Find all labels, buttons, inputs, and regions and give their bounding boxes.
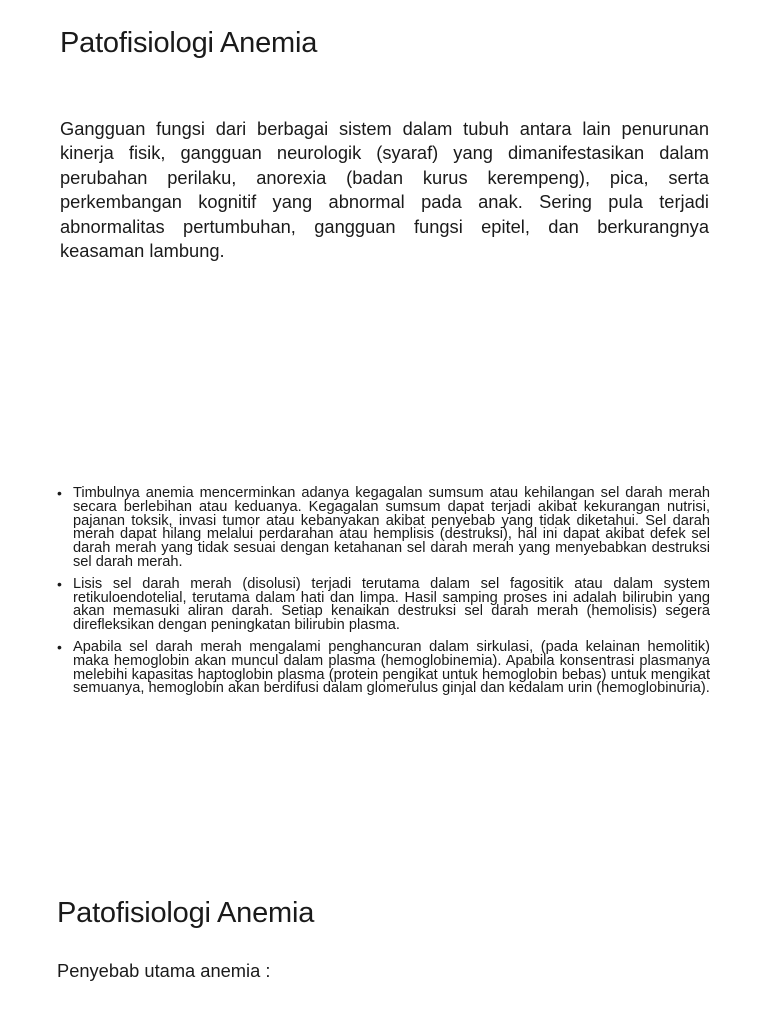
bullet-dot-icon: • (57, 485, 62, 501)
slide-2-subtitle: Penyebab utama anemia : (57, 960, 271, 981)
bullet-text: Timbulnya anemia mencerminkan adanya kegagalan sumsum atau kehilangan sel darah merah secara berlebihan atau keduanya. Kegagalan sumsum dapat terjadi akibat kekurangan nutrisi, pajanan toksik, invasi tumor atau kebanyakan akibat penyebab yang tidak diketahui. Sel darah merah dapat hilang melalui perdarahan atau hemplisis (destruksi), hal ini dapat akibat defek sel darah merah yang tidak sesuai dengan ketahanan sel darah merah yang menyebabkan destruksi sel darah merah. (73, 485, 710, 570)
bullet-dot-icon: • (57, 638, 62, 655)
slide-1-title: Patofisiologi Anemia (60, 27, 318, 59)
slide-2-title: Patofisiologi Anemia (57, 897, 315, 929)
bullet-text: Apabila sel darah merah mengalami penghancuran dalam sirkulasi, (pada kelainan hemolitik) maka hemoglobin akan muncul dalam plasma (hemoglobinemia). Apabila konsentrasi plasmanya melebihi kapasitas haptoglobin plasma (protein pengikat untuk hemoglobin bebas) untuk mengikat semuanya, hemoglobin akan berdifusi dalam glomerulus ginjal dan kedalam urin (hemoglobinuria). (73, 638, 710, 697)
slide-1-paragraph: Gangguan fungsi dari berbagai sistem dalam tubuh antara lain penurunan kinerja fisik, gangguan neurologik (syaraf) yang dimanifestasikan dalam perubahan perilaku, anorexia (badan kurus kerempeng), pica, serta perkembangan kognitif yang abnormal pada anak. Sering pula terjadi abnormalitas pertumbuhan, gangguan fungsi epitel, dan berkurangnya keasaman lambung. (60, 118, 709, 262)
bullet-dot-icon: • (57, 575, 62, 592)
bullet-item (56, 487, 710, 570)
bullet-list (56, 487, 710, 704)
bullet-item (56, 575, 710, 634)
bullet-text: Lisis sel darah merah (disolusi) terjadi terutama dalam sel fagositik atau dalam system retikuloendotelial, terutama dalam hati dan limpa. Hasil samping proses ini adalah bilirubin yang akan memasuki aliran darah. Setiap kenaikan destruksi sel darah merah (hemolisis) segera direfleksikan dengan peningkatan bilirubin plasma. (73, 575, 710, 634)
bullet-item (56, 638, 710, 697)
slide-2 (0, 880, 768, 1024)
